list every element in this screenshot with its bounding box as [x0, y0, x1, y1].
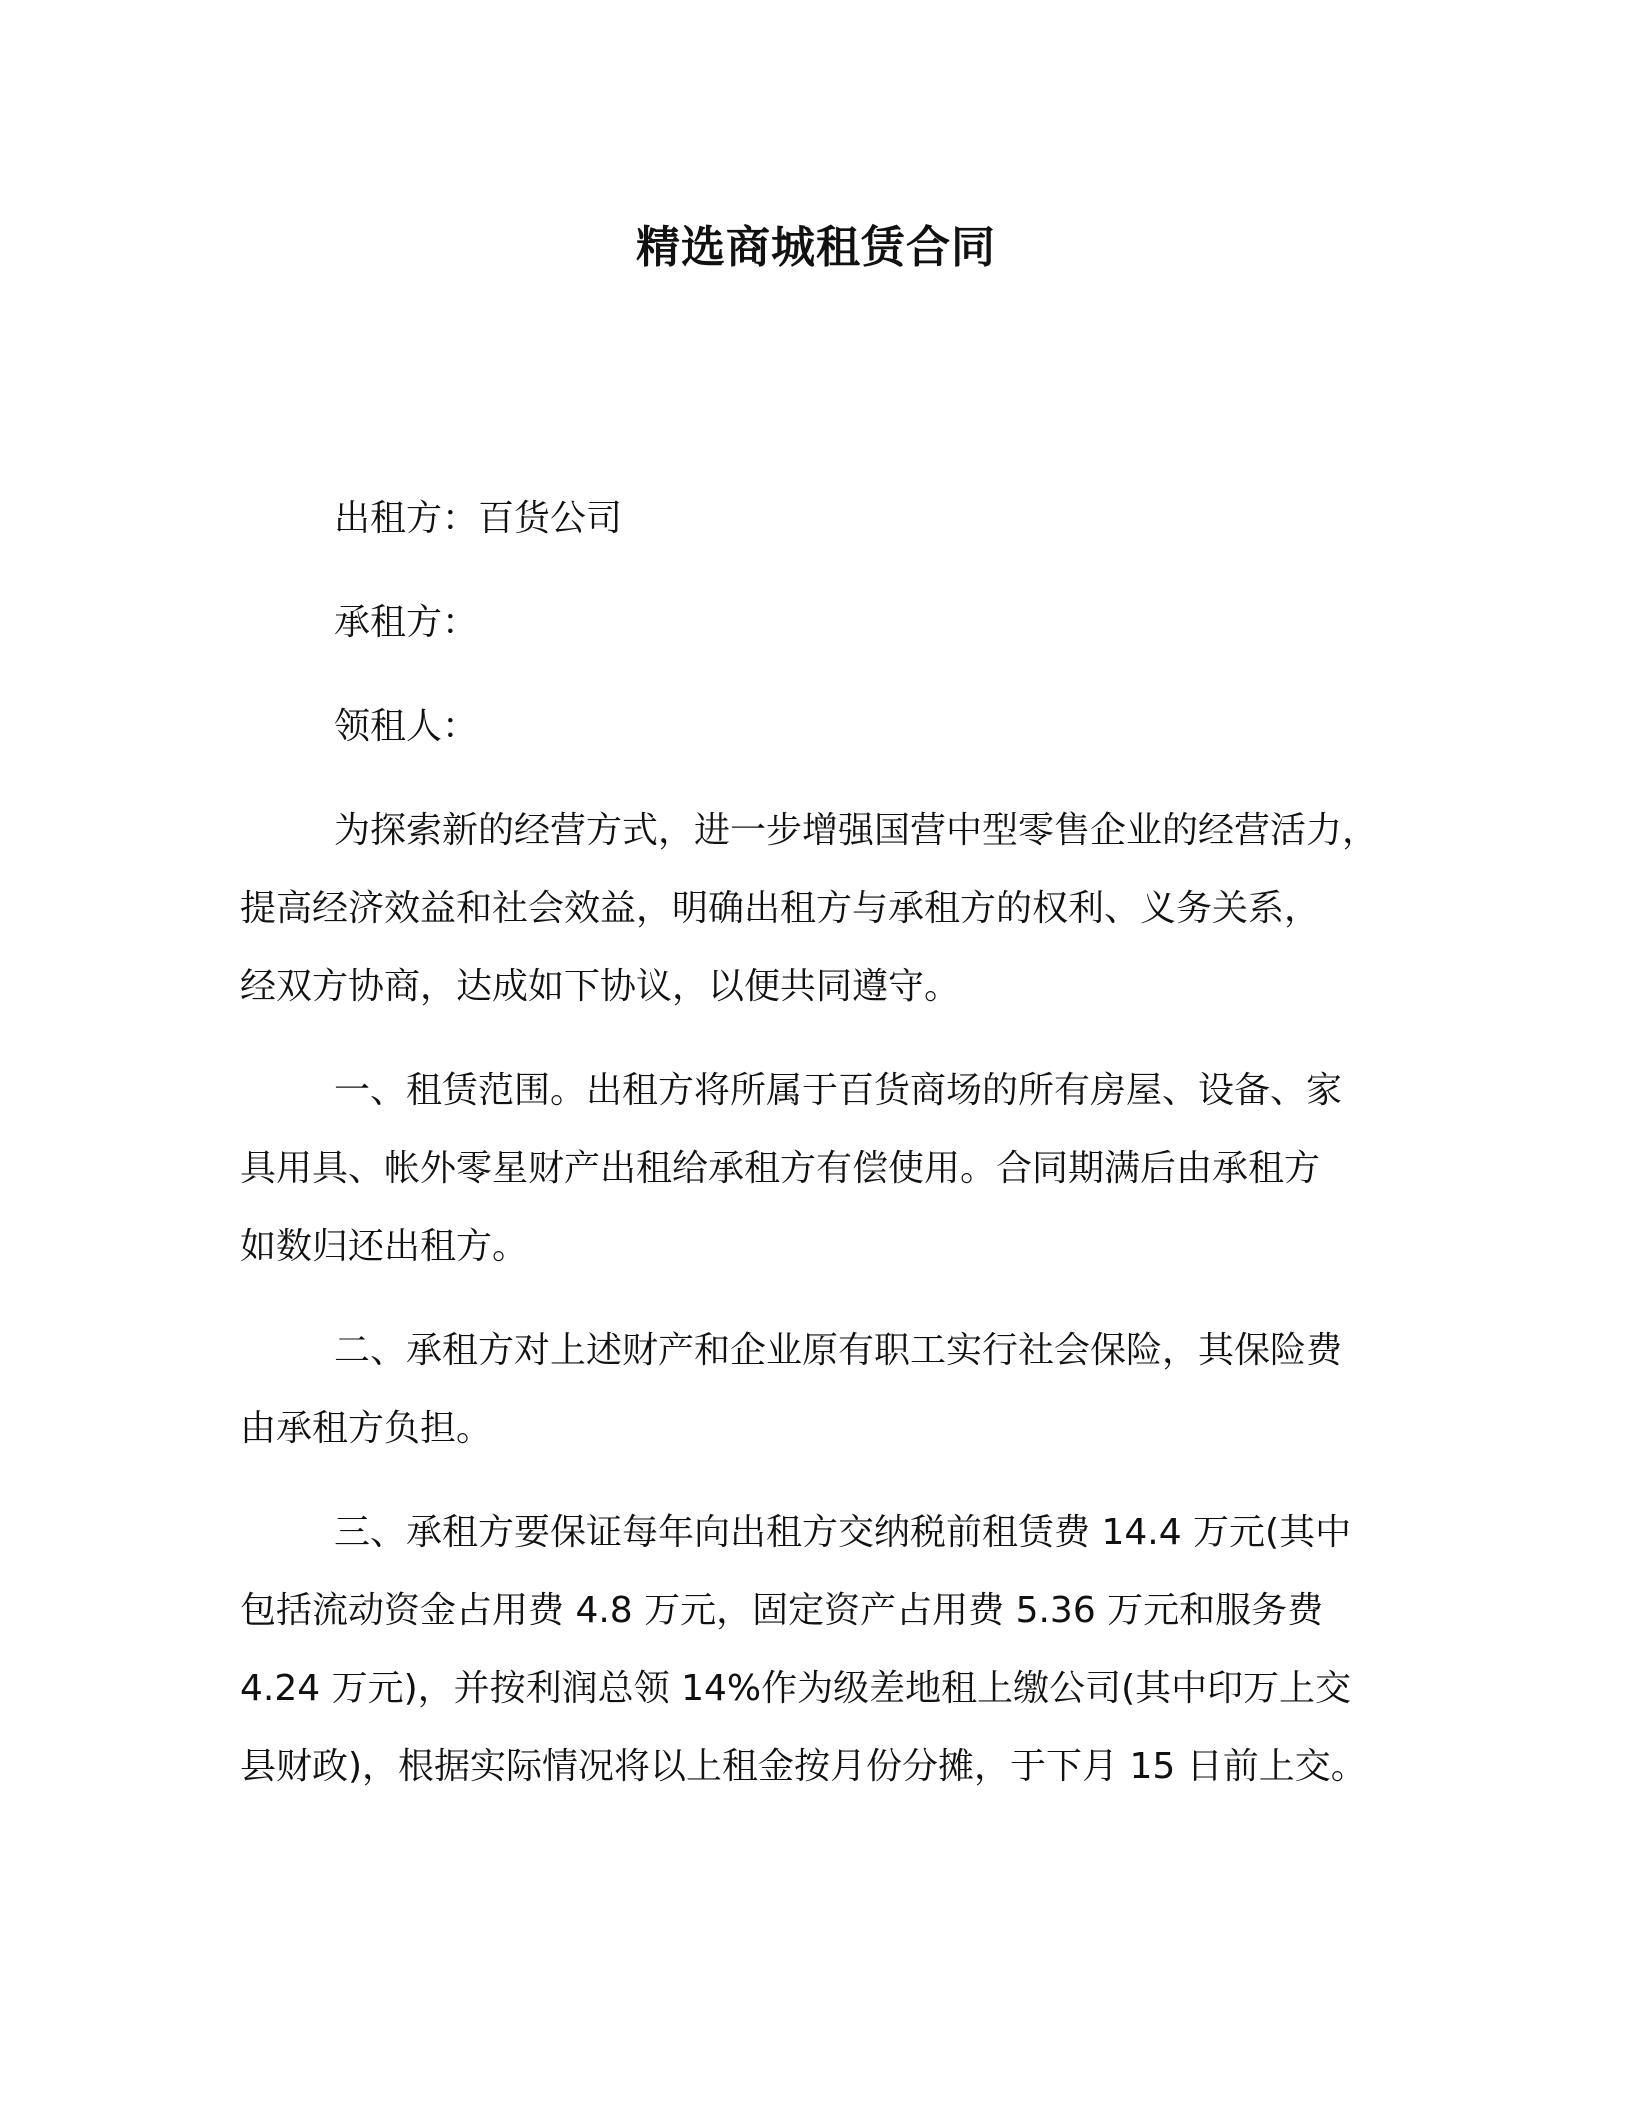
clause-2-paragraph: [240, 1326, 1400, 1454]
paragraph-line: 4.24 万元)，并按利润总领 14%作为级差地租上缴公司(其中印万上交: [240, 1668, 1352, 1709]
intro-paragraph: [240, 806, 1400, 1012]
paragraph-line: 二、承租方对上述财产和企业原有职工实行社会保险，其保险费: [334, 1330, 1343, 1371]
document-title: 精选商城租赁合同: [636, 222, 996, 273]
paragraph-line: 三、承租方要保证每年向出租方交纳税前租赁费 14.4 万元(其中: [334, 1512, 1352, 1553]
paragraph-line: 一、租赁范围。出租方将所属于百货商场的所有房屋、设备、家: [334, 1070, 1343, 1111]
paragraph-line: 经双方协商，达成如下协议，以便共同遵守。: [240, 966, 961, 1007]
leader-line: 领租人：: [334, 706, 479, 747]
lessee-line: 承租方：: [334, 602, 479, 643]
paragraph-line: 包括流动资金占用费 4.8 万元，固定资产占用费 5.36 万元和服务费: [240, 1590, 1324, 1631]
paragraph-line: 具用具、帐外零星财产出租给承租方有偿使用。合同期满后由承租方: [240, 1148, 1321, 1189]
paragraph-line: 县财政)，根据实际情况将以上租金按月份分摊，于下月 15 日前上交。: [240, 1746, 1367, 1787]
clause-3-paragraph: [240, 1508, 1400, 1792]
lessor-line: 出租方：百货公司: [334, 498, 623, 539]
paragraph-line: 如数归还出租方。: [240, 1226, 529, 1267]
clause-1-paragraph: [240, 1066, 1400, 1272]
paragraph-line: 由承租方负担。: [240, 1408, 493, 1449]
paragraph-line: 提高经济效益和社会效益，明确出租方与承租方的权利、义务关系，: [240, 888, 1321, 929]
paragraph-line: 为探索新的经营方式，进一步增强国营中型零售企业的经营活力，: [334, 810, 1379, 851]
